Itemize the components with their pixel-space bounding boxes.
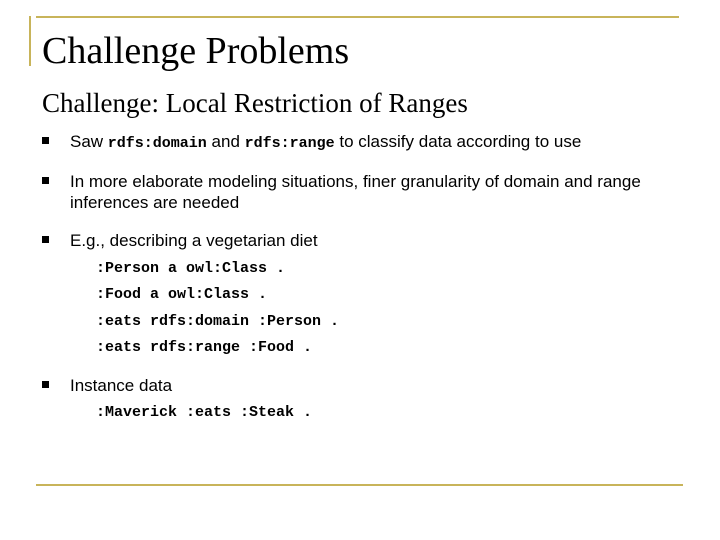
slide-title: Challenge Problems — [42, 30, 350, 72]
code-line: :eats rdfs:domain :Person . — [96, 313, 340, 330]
square-bullet-icon — [42, 381, 49, 388]
top-rule — [36, 16, 679, 18]
bottom-rule — [36, 484, 683, 486]
bullet-text-1 — [70, 131, 670, 154]
code-line: :Food a owl:Class . — [96, 286, 268, 303]
slide-subtitle: Challenge: Local Restriction of Ranges — [42, 88, 468, 118]
code-line: :Person a owl:Class . — [96, 260, 286, 277]
code-rdfs-range: rdfs:range — [244, 135, 335, 152]
square-bullet-icon — [42, 137, 49, 144]
bullet-text-3: E.g., describing a vegetarian diet — [70, 231, 318, 250]
code-line: :eats rdfs:range :Food . — [96, 339, 313, 356]
bullet-text-segment: to classify data according to use — [334, 132, 582, 151]
code-line: :Maverick :eats :Steak . — [96, 404, 313, 421]
bullet-text-4: Instance data — [70, 376, 173, 395]
bullet-text-segment: and — [206, 132, 245, 151]
square-bullet-icon — [42, 177, 49, 184]
square-bullet-icon — [42, 236, 49, 243]
code-rdfs-domain: rdfs:domain — [107, 135, 207, 152]
bullet-text-2: In more elaborate modeling situations, finer granularity of domain and range inferences are needed — [70, 172, 641, 212]
left-rule — [29, 16, 31, 66]
bullet-text-segment: Saw — [70, 132, 108, 151]
